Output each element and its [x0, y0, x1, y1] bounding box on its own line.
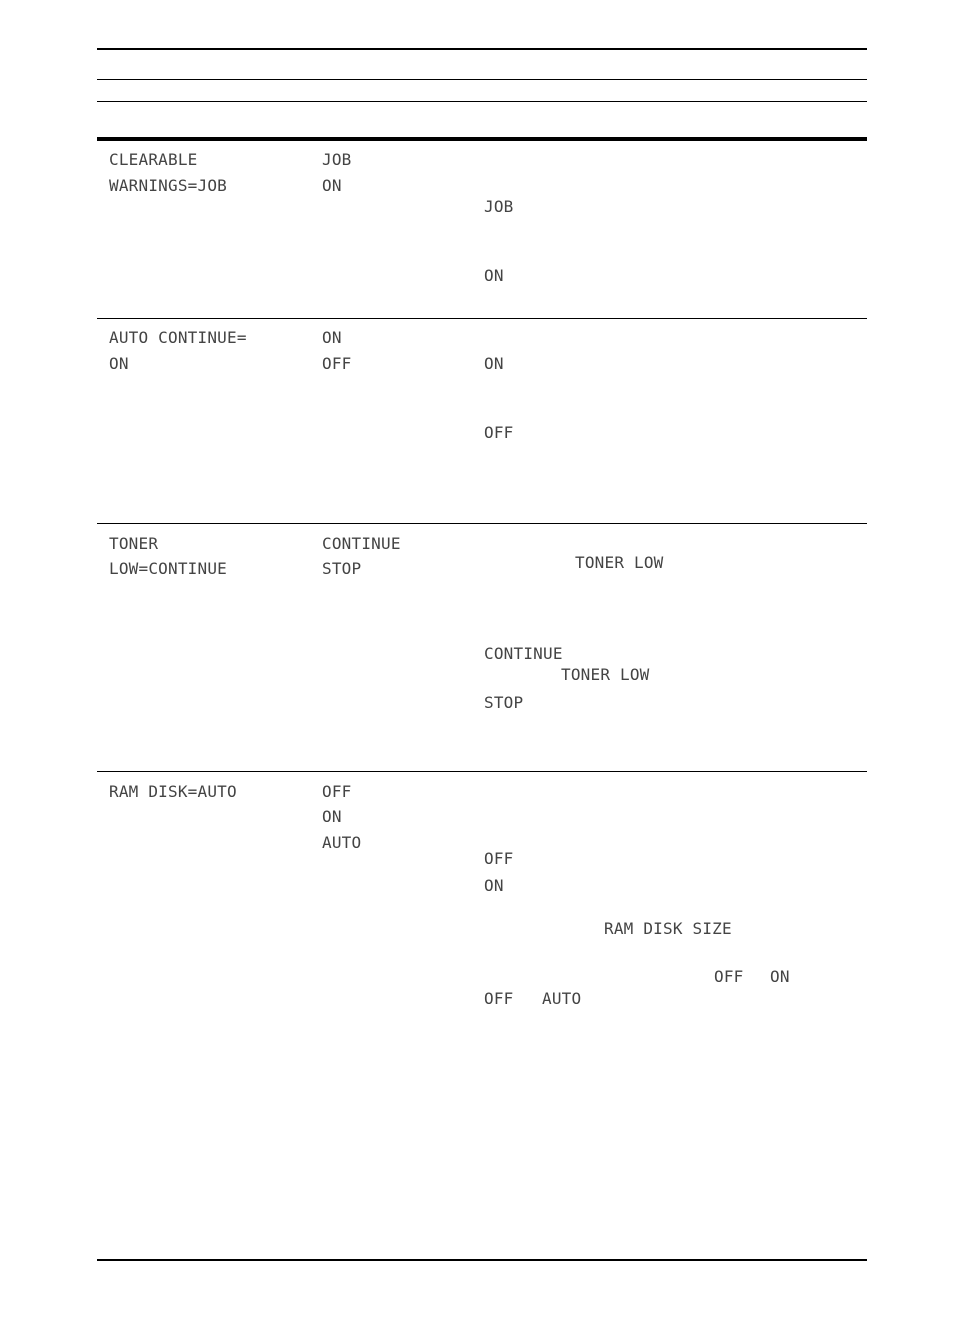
value-option: CONTINUE [322, 534, 401, 553]
item-name: WARNINGS=JOB [109, 176, 227, 195]
item-name: ON [109, 354, 129, 373]
item-name: CLEARABLE [109, 150, 198, 169]
description-term: AUTO [542, 989, 582, 1008]
row-divider-3 [97, 771, 867, 772]
row-divider-2 [97, 523, 867, 524]
header-rule-1 [97, 79, 867, 80]
description-term: ON [484, 266, 504, 285]
table-header-rule [97, 137, 867, 141]
item-name: LOW=CONTINUE [109, 559, 227, 578]
description-term: CONTINUE [484, 644, 563, 663]
value-option: ON [322, 807, 342, 826]
value-option: OFF [322, 782, 352, 801]
value-option: ON [322, 176, 342, 195]
item-name: TONER [109, 534, 159, 553]
description-term: OFF [484, 989, 514, 1008]
top-rule [97, 48, 867, 50]
description-term: TONER LOW [561, 665, 650, 684]
description-term: OFF [484, 849, 514, 868]
description-term: JOB [484, 197, 514, 216]
item-name: RAM DISK=AUTO [109, 782, 237, 801]
description-term: TONER LOW [575, 553, 664, 572]
description-term: OFF [484, 423, 514, 442]
description-term: ON [484, 354, 504, 373]
row-divider-1 [97, 318, 867, 319]
item-name: AUTO CONTINUE= [109, 328, 247, 347]
description-term: ON [484, 876, 504, 895]
value-option: JOB [322, 150, 352, 169]
description-term: ON [770, 967, 790, 986]
description-term: OFF [714, 967, 744, 986]
description-term: RAM DISK SIZE [604, 919, 732, 938]
description-term: STOP [484, 693, 524, 712]
value-option: AUTO [322, 833, 362, 852]
value-option: ON [322, 328, 342, 347]
header-rule-2 [97, 101, 867, 102]
value-option: STOP [322, 559, 362, 578]
value-option: OFF [322, 354, 352, 373]
bottom-rule [97, 1259, 867, 1261]
